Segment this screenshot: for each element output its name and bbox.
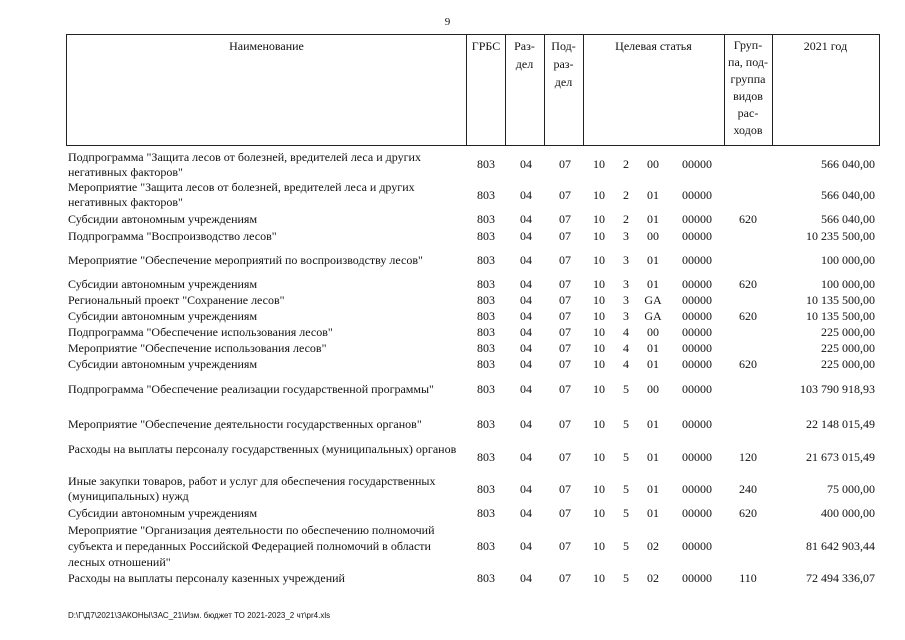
row-target-1: 10 <box>593 253 605 267</box>
row-sum: 225 000,00 <box>821 341 875 355</box>
row-podrazdel: 07 <box>559 450 571 464</box>
row-target-2: 5 <box>623 571 629 585</box>
row-target-4: 00000 <box>682 293 712 307</box>
row-target-3: 01 <box>647 482 659 496</box>
row-grbs: 803 <box>477 212 495 226</box>
row-target-1: 10 <box>593 212 605 226</box>
row-target-1: 10 <box>593 506 605 520</box>
page-number: 9 <box>444 16 451 28</box>
row-target-3: 01 <box>647 212 659 226</box>
row-razdel: 04 <box>520 506 532 520</box>
row-grbs: 803 <box>477 253 495 267</box>
row-podrazdel: 07 <box>559 253 571 267</box>
row-name: Иные закупки товаров, работ и услуг для обеспечения государственных (муниципальных) нужд <box>68 474 436 503</box>
row-target-4: 00000 <box>682 506 712 520</box>
row-target-2: 5 <box>623 506 629 520</box>
row-grbs: 803 <box>477 382 495 396</box>
row-expense-group: 120 <box>739 450 757 464</box>
row-target-2: 5 <box>623 482 629 496</box>
row-podrazdel: 07 <box>559 482 571 496</box>
row-grbs: 803 <box>477 157 495 171</box>
row-sum: 103 790 918,93 <box>800 382 875 396</box>
row-expense-group: 240 <box>739 482 757 496</box>
row-razdel: 04 <box>520 188 532 202</box>
header-grbs: ГРБС <box>466 34 506 146</box>
row-razdel: 04 <box>520 293 532 307</box>
row-target-2: 5 <box>623 539 629 553</box>
row-target-3: 01 <box>647 417 659 431</box>
row-razdel: 04 <box>520 157 532 171</box>
row-target-3: 00 <box>647 229 659 243</box>
row-sum: 400 000,00 <box>821 506 875 520</box>
row-name: Субсидии автономным учреждениям <box>68 277 258 291</box>
row-grbs: 803 <box>477 188 495 202</box>
row-target-3: 02 <box>647 539 659 553</box>
row-sum: 10 135 500,00 <box>806 309 875 323</box>
row-sum: 100 000,00 <box>821 277 875 291</box>
row-podrazdel: 07 <box>559 571 571 585</box>
row-target-4: 00000 <box>682 277 712 291</box>
row-target-3: 01 <box>647 277 659 291</box>
row-target-2: 3 <box>623 229 629 243</box>
row-target-1: 10 <box>593 229 605 243</box>
row-sum: 566 040,00 <box>821 157 875 171</box>
row-razdel: 04 <box>520 450 532 464</box>
row-target-4: 00000 <box>682 325 712 339</box>
row-sum: 22 148 015,49 <box>806 417 875 431</box>
header-podrazdel: Под- раз- дел <box>544 34 584 146</box>
header-year-2021: 2021 год <box>772 34 880 146</box>
row-sum: 81 642 903,44 <box>806 539 875 553</box>
row-expense-group: 620 <box>739 309 757 323</box>
row-grbs: 803 <box>477 357 495 371</box>
row-target-2: 2 <box>623 188 629 202</box>
row-name: Подпрограмма "Обеспечение использования лесов" <box>68 325 333 339</box>
row-podrazdel: 07 <box>559 157 571 171</box>
row-target-3: GA <box>644 309 662 323</box>
row-grbs: 803 <box>477 417 495 431</box>
row-sum: 72 494 336,07 <box>806 571 875 585</box>
row-razdel: 04 <box>520 382 532 396</box>
header-name: Наименование <box>66 34 466 146</box>
row-target-1: 10 <box>593 277 605 291</box>
row-grbs: 803 <box>477 293 495 307</box>
row-target-4: 00000 <box>682 212 712 226</box>
row-target-1: 10 <box>593 188 605 202</box>
row-expense-group: 620 <box>739 357 757 371</box>
row-razdel: 04 <box>520 571 532 585</box>
row-razdel: 04 <box>520 212 532 226</box>
row-target-1: 10 <box>593 450 605 464</box>
row-target-4: 00000 <box>682 450 712 464</box>
row-target-1: 10 <box>593 357 605 371</box>
row-podrazdel: 07 <box>559 341 571 355</box>
row-target-1: 10 <box>593 341 605 355</box>
row-target-4: 00000 <box>682 309 712 323</box>
row-target-3: 01 <box>647 188 659 202</box>
row-grbs: 803 <box>477 506 495 520</box>
row-name: Мероприятие "Обеспечение мероприятий по воспроизводству лесов" <box>68 253 423 267</box>
row-target-2: 3 <box>623 253 629 267</box>
row-razdel: 04 <box>520 357 532 371</box>
row-target-1: 10 <box>593 309 605 323</box>
row-razdel: 04 <box>520 277 532 291</box>
row-name: Подпрограмма "Воспроизводство лесов" <box>68 229 277 243</box>
row-target-1: 10 <box>593 482 605 496</box>
row-name: Субсидии автономным учреждениям <box>68 506 258 520</box>
row-grbs: 803 <box>477 450 495 464</box>
row-expense-group: 110 <box>739 571 757 585</box>
row-razdel: 04 <box>520 539 532 553</box>
row-target-1: 10 <box>593 382 605 396</box>
row-podrazdel: 07 <box>559 309 571 323</box>
row-grbs: 803 <box>477 277 495 291</box>
row-expense-group: 620 <box>739 506 757 520</box>
row-target-3: 02 <box>647 571 659 585</box>
row-podrazdel: 07 <box>559 293 571 307</box>
row-target-4: 00000 <box>682 157 712 171</box>
row-target-1: 10 <box>593 293 605 307</box>
row-sum: 566 040,00 <box>821 188 875 202</box>
row-razdel: 04 <box>520 325 532 339</box>
row-grbs: 803 <box>477 229 495 243</box>
row-name: Субсидии автономным учреждениям <box>68 357 258 371</box>
row-target-3: 01 <box>647 357 659 371</box>
row-name: Мероприятие "Обеспечение использования лесов" <box>68 341 327 355</box>
row-target-1: 10 <box>593 157 605 171</box>
row-razdel: 04 <box>520 482 532 496</box>
row-target-3: 01 <box>647 506 659 520</box>
row-name: Расходы на выплаты персоналу казенных учреждений <box>68 571 345 585</box>
row-target-4: 00000 <box>682 571 712 585</box>
row-target-4: 00000 <box>682 253 712 267</box>
row-target-3: 00 <box>647 325 659 339</box>
row-name: Подпрограмма "Защита лесов от болезней, вредителей леса и других негативных факторов" <box>68 150 421 179</box>
row-sum: 10 235 500,00 <box>806 229 875 243</box>
file-path-footer: D:\Г\Д7\2021\ЗАКОНЫ\ЗАС_21\Изм. бюджет ТО 2021-2023_2 чт\pr4.xls <box>68 611 331 620</box>
row-target-4: 00000 <box>682 357 712 371</box>
row-target-4: 00000 <box>682 482 712 496</box>
row-name: Мероприятие "Организация деятельности по обеспечению полномочий субъекта и переданных Российской Федерацией полномочий в области лесных отношений" <box>68 523 435 569</box>
header-razdel: Раз- дел <box>505 34 545 146</box>
row-target-2: 4 <box>623 357 629 371</box>
row-name: Субсидии автономным учреждениям <box>68 309 258 323</box>
row-target-2: 3 <box>623 309 629 323</box>
row-name: Региональный проект "Сохранение лесов" <box>68 293 285 307</box>
row-target-2: 3 <box>623 277 629 291</box>
row-podrazdel: 07 <box>559 417 571 431</box>
row-target-4: 00000 <box>682 229 712 243</box>
row-target-2: 4 <box>623 341 629 355</box>
row-target-3: 01 <box>647 253 659 267</box>
row-target-2: 5 <box>623 382 629 396</box>
row-target-1: 10 <box>593 539 605 553</box>
row-target-1: 10 <box>593 571 605 585</box>
row-target-2: 5 <box>623 417 629 431</box>
row-sum: 75 000,00 <box>827 482 875 496</box>
row-name: Мероприятие "Защита лесов от болезней, вредителей леса и других негативных факторов" <box>68 180 415 209</box>
row-podrazdel: 07 <box>559 188 571 202</box>
row-target-4: 00000 <box>682 382 712 396</box>
row-target-2: 5 <box>623 450 629 464</box>
row-sum: 225 000,00 <box>821 357 875 371</box>
row-target-3: 01 <box>647 450 659 464</box>
row-podrazdel: 07 <box>559 229 571 243</box>
row-name: Подпрограмма "Обеспечение реализации государственной программы" <box>68 382 434 396</box>
header-target-article: Целевая статья <box>583 34 725 146</box>
row-podrazdel: 07 <box>559 212 571 226</box>
row-target-2: 2 <box>623 212 629 226</box>
row-sum: 225 000,00 <box>821 325 875 339</box>
row-target-3: 01 <box>647 341 659 355</box>
row-expense-group: 620 <box>739 212 757 226</box>
row-podrazdel: 07 <box>559 277 571 291</box>
row-name: Мероприятие "Обеспечение деятельности государственных органов" <box>68 417 422 431</box>
row-razdel: 04 <box>520 309 532 323</box>
row-grbs: 803 <box>477 341 495 355</box>
row-podrazdel: 07 <box>559 506 571 520</box>
row-target-2: 4 <box>623 325 629 339</box>
row-podrazdel: 07 <box>559 539 571 553</box>
row-target-4: 00000 <box>682 417 712 431</box>
header-expense-group: Груп- па, под- группа видов рас- ходов <box>724 34 773 146</box>
row-target-4: 00000 <box>682 188 712 202</box>
row-expense-group: 620 <box>739 277 757 291</box>
row-razdel: 04 <box>520 417 532 431</box>
row-target-3: GA <box>644 293 662 307</box>
row-podrazdel: 07 <box>559 382 571 396</box>
row-target-3: 00 <box>647 382 659 396</box>
row-name: Субсидии автономным учреждениям <box>68 212 258 226</box>
row-razdel: 04 <box>520 341 532 355</box>
row-name: Расходы на выплаты персоналу государственных (муниципальных) органов <box>68 442 457 456</box>
row-target-2: 3 <box>623 293 629 307</box>
row-razdel: 04 <box>520 253 532 267</box>
row-grbs: 803 <box>477 325 495 339</box>
row-target-2: 2 <box>623 157 629 171</box>
row-sum: 21 673 015,49 <box>806 450 875 464</box>
row-target-1: 10 <box>593 417 605 431</box>
row-podrazdel: 07 <box>559 325 571 339</box>
row-target-1: 10 <box>593 325 605 339</box>
row-target-4: 00000 <box>682 341 712 355</box>
row-sum: 100 000,00 <box>821 253 875 267</box>
row-grbs: 803 <box>477 571 495 585</box>
row-razdel: 04 <box>520 229 532 243</box>
row-podrazdel: 07 <box>559 357 571 371</box>
row-target-4: 00000 <box>682 539 712 553</box>
row-sum: 566 040,00 <box>821 212 875 226</box>
row-grbs: 803 <box>477 309 495 323</box>
row-target-3: 00 <box>647 157 659 171</box>
row-sum: 10 135 500,00 <box>806 293 875 307</box>
row-grbs: 803 <box>477 482 495 496</box>
row-grbs: 803 <box>477 539 495 553</box>
